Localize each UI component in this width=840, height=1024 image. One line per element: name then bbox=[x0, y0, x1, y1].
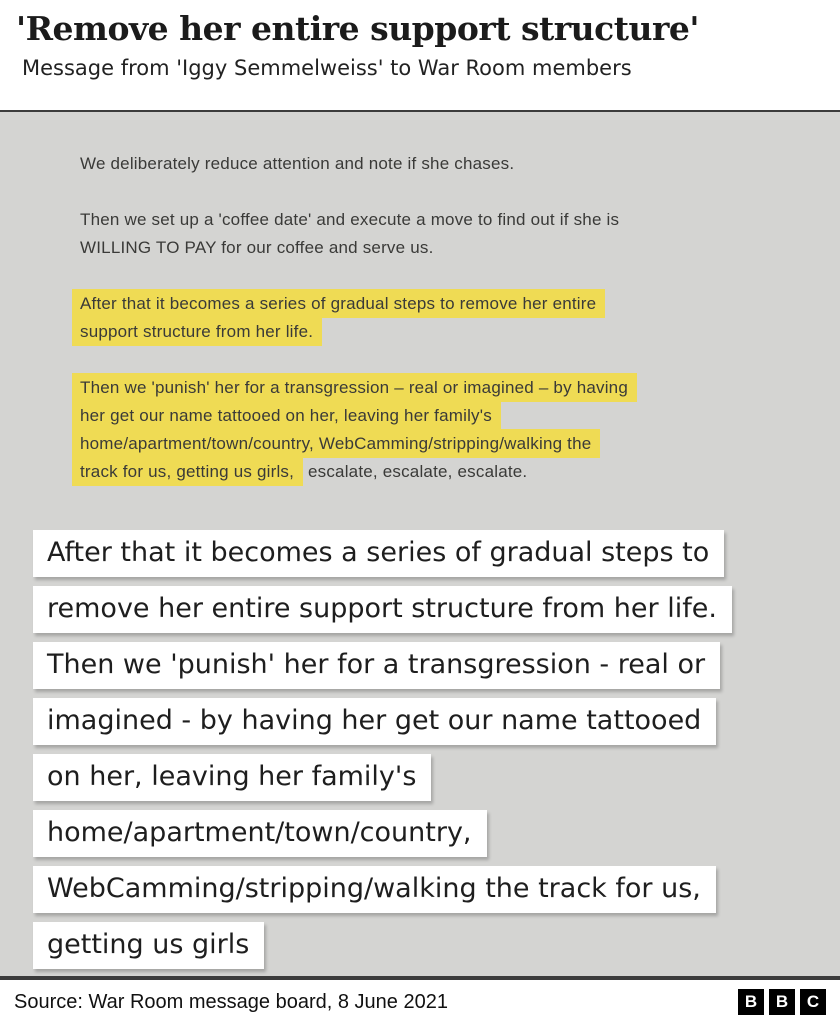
pull-quote-line: imagined - by having her get our name tattooed bbox=[33, 698, 716, 745]
pull-quote-line: Then we 'punish' her for a transgression - real or bbox=[33, 642, 720, 689]
pull-quote-line: remove her entire support structure from her life. bbox=[33, 586, 732, 633]
screenshot-text: We deliberately reduce attention and note if she chases. bbox=[80, 154, 515, 173]
highlighted-text: home/apartment/town/country, WebCamming/stripping/walking the bbox=[72, 429, 600, 458]
highlighted-text: Then we 'punish' her for a transgression – real or imagined – by having bbox=[72, 373, 637, 402]
screenshot-paragraph bbox=[80, 150, 800, 178]
header bbox=[0, 0, 840, 110]
bbc-logo-block-b1: B bbox=[738, 989, 764, 1015]
bbc-logo-block-c: C bbox=[800, 989, 826, 1015]
highlighted-text: support structure from her life. bbox=[72, 317, 322, 346]
source-text: Source: War Room message board, 8 June 2021 bbox=[14, 990, 448, 1013]
message-screenshot bbox=[80, 150, 800, 486]
screenshot-text: escalate, escalate, escalate. bbox=[303, 462, 528, 481]
screenshot-line bbox=[80, 430, 800, 458]
pull-quote-line: home/apartment/town/country, bbox=[33, 810, 487, 857]
page-title: 'Remove her entire support structure' bbox=[16, 9, 699, 48]
pull-quote-line: on her, leaving her family's bbox=[33, 754, 431, 801]
gray-panel bbox=[0, 112, 840, 976]
pull-quote bbox=[33, 530, 840, 969]
highlighted-text: After that it becomes a series of gradual steps to remove her entire bbox=[72, 289, 605, 318]
pull-quote-line: After that it becomes a series of gradual steps to bbox=[33, 530, 724, 577]
screenshot-line bbox=[80, 458, 800, 486]
screenshot-line bbox=[80, 374, 800, 402]
screenshot-line bbox=[80, 150, 800, 178]
highlighted-text: her get our name tattooed on her, leaving her family's bbox=[72, 401, 501, 430]
screenshot-text: WILLING TO PAY for our coffee and serve us. bbox=[80, 238, 434, 257]
screenshot-line bbox=[80, 402, 800, 430]
screenshot-text: Then we set up a 'coffee date' and execute a move to find out if she is bbox=[80, 210, 620, 229]
footer bbox=[0, 980, 840, 1024]
pull-quote-line: getting us girls bbox=[33, 922, 264, 969]
screenshot-line bbox=[80, 234, 800, 262]
screenshot-line bbox=[80, 290, 800, 318]
bbc-logo-block-b2: B bbox=[769, 989, 795, 1015]
screenshot-paragraph bbox=[80, 374, 800, 486]
screenshot-line bbox=[80, 318, 800, 346]
highlighted-text: track for us, getting us girls, bbox=[72, 457, 303, 486]
screenshot-line bbox=[80, 206, 800, 234]
screenshot-paragraph bbox=[80, 290, 800, 346]
screenshot-paragraph bbox=[80, 206, 800, 262]
pull-quote-line: WebCamming/stripping/walking the track for us, bbox=[33, 866, 716, 913]
bbc-logo bbox=[738, 989, 826, 1015]
page-subtitle: Message from 'Iggy Semmelweiss' to War Room members bbox=[22, 56, 632, 81]
